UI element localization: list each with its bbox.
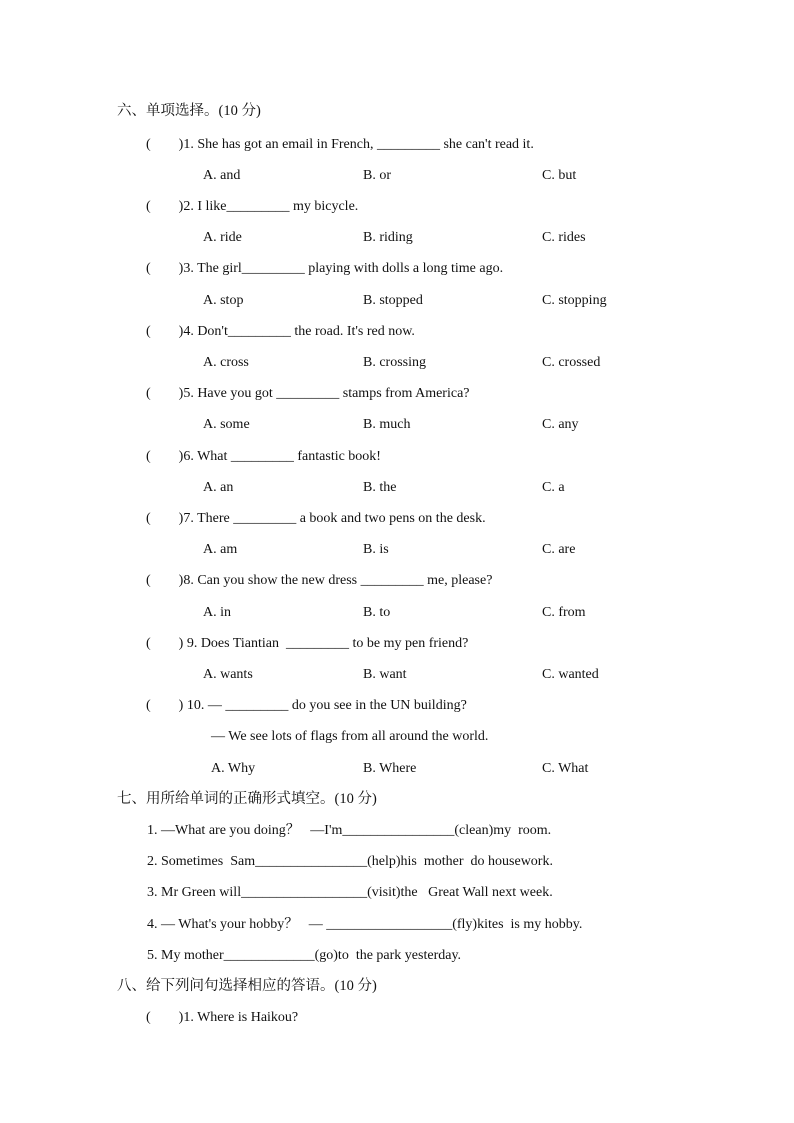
section8-title: 八、给下列问句选择相应的答语。(10 分) [117, 978, 377, 994]
q8-option-b: B. to [363, 605, 391, 620]
q2-option-b: B. riding [363, 230, 413, 245]
question-4: ( )4. Don't_________ the road. It's red now. [146, 324, 415, 339]
q2-option-a: A. ride [203, 230, 242, 245]
q10-option-c: C. What [542, 761, 589, 776]
q4-option-a: A. cross [203, 355, 249, 370]
q3-option-b: B. stopped [363, 293, 423, 308]
q6-option-c: C. a [542, 480, 565, 495]
question-9: ( ) 9. Does Tiantian _________ to be my pen friend? [146, 636, 469, 651]
q4-option-c: C. crossed [542, 355, 601, 370]
q10-option-b: B. Where [363, 761, 417, 776]
fill-item-2: 2. Sometimes Sam________________(help)his mother do housework. [147, 854, 553, 869]
question-1: ( )1. She has got an email in French, _________ she can't read it. [146, 137, 534, 152]
q8-option-a: A. in [203, 605, 231, 620]
q7-option-a: A. am [203, 542, 238, 557]
question-10-answer-line: — We see lots of flags from all around the world. [211, 729, 489, 744]
fill-item-3: 3. Mr Green will__________________(visit)the Great Wall next week. [147, 885, 553, 900]
fill-item-1: 1. —What are you doing？ —I'm________________(clean)my room. [147, 823, 552, 838]
q7-option-c: C. are [542, 542, 576, 557]
question-7: ( )7. There _________ a book and two pens on the desk. [146, 511, 486, 526]
q3-option-c: C. stopping [542, 293, 607, 308]
q5-option-c: C. any [542, 417, 579, 432]
question-2: ( )2. I like_________ my bicycle. [146, 199, 359, 214]
section7-title: 七、用所给单词的正确形式填空。(10 分) [117, 791, 377, 807]
q2-option-c: C. rides [542, 230, 586, 245]
section6-title: 六、单项选择。(10 分) [117, 103, 261, 119]
question-10: ( ) 10. — _________ do you see in the UN building? [146, 698, 467, 713]
fill-item-4: 4. — What's your hobby？ — __________________(fly)kites is my hobby. [147, 917, 583, 932]
q5-option-b: B. much [363, 417, 411, 432]
q7-option-b: B. is [363, 542, 389, 557]
q6-option-a: A. an [203, 480, 234, 495]
question-3: ( )3. The girl_________ playing with dolls a long time ago. [146, 261, 504, 276]
q1-option-a: A. and [203, 168, 241, 183]
q8-option-c: C. from [542, 605, 586, 620]
q10-option-a: A. Why [211, 761, 256, 776]
q5-option-a: A. some [203, 417, 250, 432]
q1-option-b: B. or [363, 168, 391, 183]
fill-item-5: 5. My mother_____________(go)to the park yesterday. [147, 948, 462, 963]
q4-option-b: B. crossing [363, 355, 426, 370]
q9-option-b: B. want [363, 667, 407, 682]
question-8: ( )8. Can you show the new dress _________ me, please? [146, 573, 493, 588]
q1-option-c: C. but [542, 168, 577, 183]
section8-question-1: ( )1. Where is Haikou? [146, 1010, 299, 1025]
question-6: ( )6. What _________ fantastic book! [146, 449, 381, 464]
q9-option-a: A. wants [203, 667, 253, 682]
q6-option-b: B. the [363, 480, 397, 495]
question-5: ( )5. Have you got _________ stamps from America? [146, 386, 470, 401]
q9-option-c: C. wanted [542, 667, 599, 682]
q3-option-a: A. stop [203, 293, 244, 308]
